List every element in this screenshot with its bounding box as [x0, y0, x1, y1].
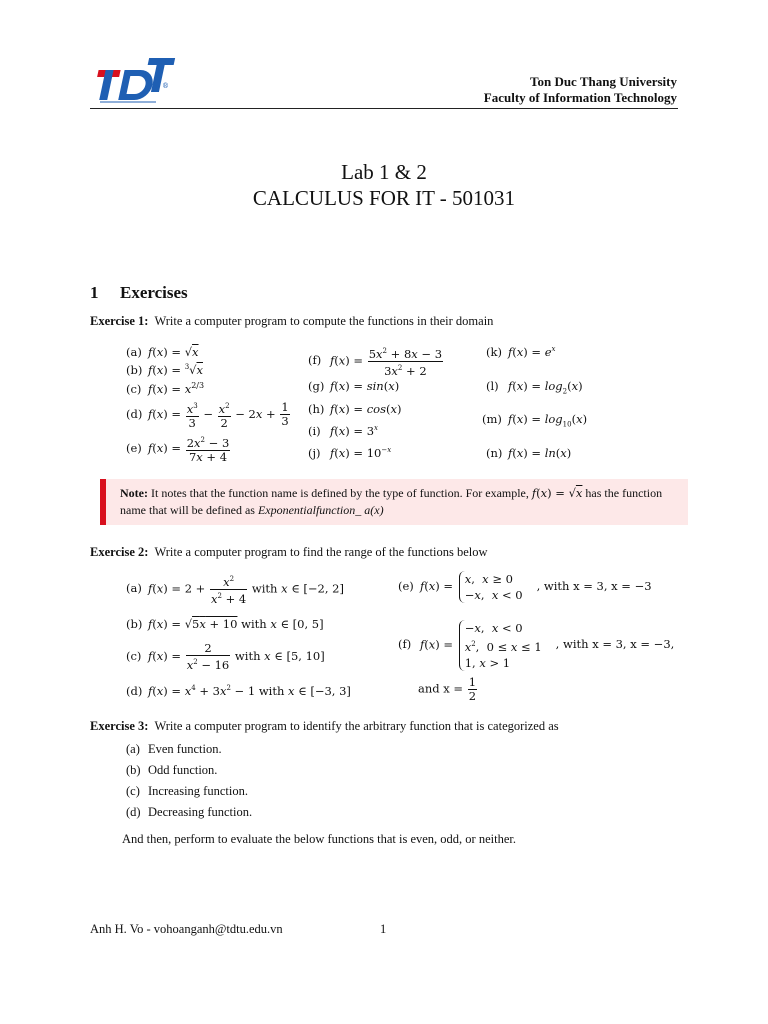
note-label: Note:	[120, 486, 148, 500]
title-line-1: Lab 1 & 2	[341, 160, 427, 184]
exercise-1-label: Exercise 1:	[90, 314, 149, 328]
ex1-item-f: (f) f(x) = $\frac{5x^2 + 8x - 3}{3x^2 + 2}$	[308, 346, 443, 378]
exercise-2-text: Write a computer program to find the range of the functions below	[154, 545, 488, 559]
section-number: 1	[90, 283, 99, 302]
ex1-item-b: (b) f(x) = $^3$√x	[126, 363, 203, 377]
exercise-3-text: Write a computer program to identify the arbitrary function that is categorized as	[154, 719, 559, 733]
ex1-item-g: (g) f(x) = sin(x)	[308, 379, 400, 393]
footer-author: Anh H. Vo - vohoanganh@tdtu.edu.vn	[90, 922, 283, 936]
ex2-item-d: (d) $f(x) = x^4 + 3x^2 - 1$ with x ∈ [−3, 3]	[126, 684, 351, 698]
university-name: Ton Duc Thang University	[529, 74, 677, 89]
ex2-item-a: (a) f(x) = 2 + $\frac{x^2}{x^2 + 4}$ with x ∈ [−2, 2]	[126, 574, 344, 606]
ex2-item-f-and: and x = $\frac{1}{2}$	[418, 675, 477, 703]
title-line-2: CALCULUS FOR IT - 501031	[252, 186, 516, 210]
page-number: 1	[380, 922, 387, 936]
ex1-item-h: (h) f(x) = cos(x)	[308, 402, 402, 416]
note-text: Note: It notes that the function name is defined by the type of function. For example, f(x) = √x has the function name that will be defined as Exponentialfunction_ a(x)	[120, 486, 663, 517]
ex1-item-c: (c) $f(x) = x^{2/3}$	[126, 381, 205, 396]
note-example-name: Exponentialfunction_ a(x)	[257, 503, 384, 517]
faculty-name: Faculty of Information Technology	[483, 90, 677, 105]
note-text-1: It notes that the function name is defined by the type of function. For example,	[150, 486, 529, 500]
ex2-item-e: (e) f(x) = x, x ≥ 0 −x, x < 0 , with x = 3, x = −3	[398, 572, 652, 602]
exercise-3-label: Exercise 3:	[90, 719, 149, 733]
ex2-item-c: (c) f(x) = $\frac{2}{x^2 - 16}$ with x ∈ [5, 10]	[126, 641, 325, 672]
ex1-item-d: (d) f(x) = $\frac{x^3}{3}$ − $\frac{x^2}{2}$ − 2x + $\frac{1}{3}$	[126, 400, 289, 430]
exercise-1-text: Write a computer program to compute the functions in their domain	[154, 314, 494, 328]
ex2-item-f: (f) f(x) = −x, x < 0 $x^2$, 0 ≤ x ≤ 1 1, x > 1 , with x = 3, x = −3,	[398, 621, 675, 670]
ex2-item-b: (b) f(x) = √5x + 10 with x ∈ [0, 5]	[126, 617, 324, 631]
note-accent-bar	[100, 479, 106, 525]
exercise-2-prompt	[90, 545, 488, 560]
ex1-item-e: (e) f(x) = $\frac{2x^2 - 3}{7x + 4}$	[126, 435, 230, 464]
exercise-3-list	[126, 742, 252, 826]
ex1-item-n: (n) f(x) = ln(x)	[486, 446, 572, 460]
ex1-item-a: (a) f(x) = √x	[126, 345, 199, 359]
ex1-item-i: (i) $f(x) = 3^x$	[308, 424, 378, 438]
ex1-item-k: (k) $f(x) = e^x$	[486, 345, 556, 359]
list-item: (b) Odd function.	[126, 763, 218, 777]
logo-registered-mark: ®	[162, 82, 169, 90]
header-rule	[90, 108, 678, 109]
exercise-3-after: And then, perform to evaluate the below functions that is even, odd, or neither.	[122, 832, 516, 846]
university-logo	[88, 54, 178, 106]
list-item: (a) Even function.	[126, 742, 222, 756]
ex1-item-l: (l) $f(x) = \log_2(x)$	[486, 379, 583, 396]
list-item: (c) Increasing function.	[126, 784, 248, 798]
note-text-2: has the function name that will be defined as	[120, 486, 663, 517]
header-text	[484, 74, 677, 106]
ex1-item-j: (j) $f(x) = 10^{-x}$	[308, 446, 392, 460]
section-title: Exercises	[120, 283, 188, 302]
ex1-item-m: (m) $f(x) = \log_{10}(x)$	[482, 412, 588, 429]
exercise-2-label: Exercise 2:	[90, 545, 149, 559]
exercise-3-prompt	[90, 719, 559, 734]
section-heading	[90, 283, 188, 303]
list-item: (d) Decreasing function.	[126, 805, 253, 819]
exercise-1-prompt	[90, 314, 493, 329]
